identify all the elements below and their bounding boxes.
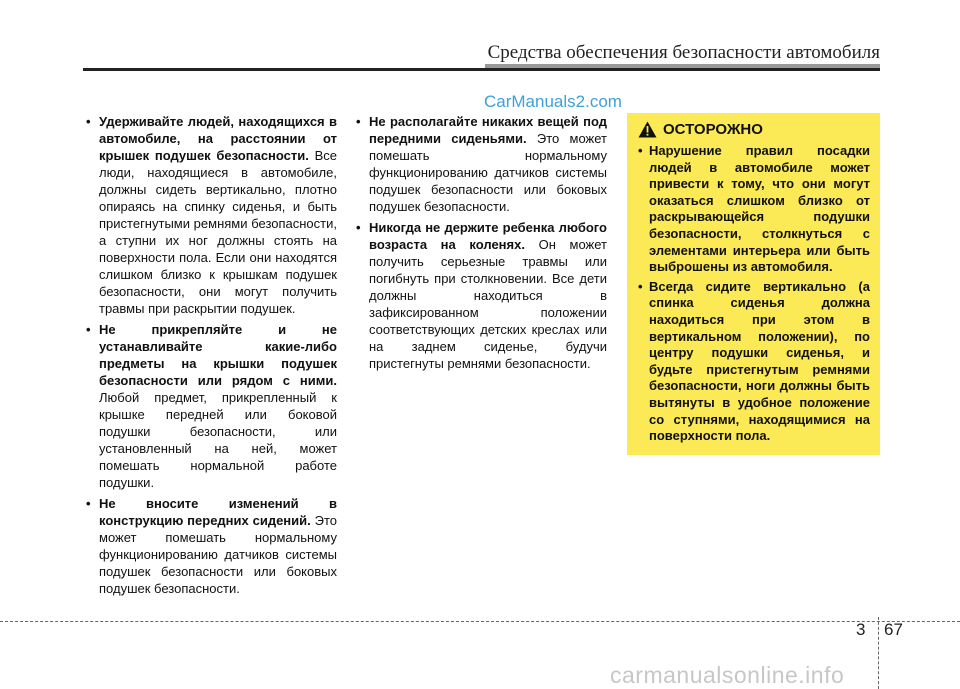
footer-divider (0, 621, 960, 622)
header-rule (83, 68, 880, 71)
warning-title: ОСТОРОЖНО (663, 121, 763, 138)
bullet-item (356, 219, 607, 372)
bullet-bold-text: Не прикрепляйте и не устанавливайте какие-либо предметы на крышки подушек безопасности или рядом с ними. (99, 322, 337, 388)
watermark-top: CarManuals2.com (484, 92, 622, 111)
bullet-item (86, 113, 337, 317)
middle-column (356, 113, 607, 376)
bullet-body-text: Все люди, находящиеся в автомобиле, должны сидеть вертикально, плотно опираясь на спинку сиденья, и быть пристегнутыми ремнями безопасности, а ступни их ног должны стоять на поверхности пола. Если они находятся слишком близко к крышкам подушек безопасности, они могут получить травмы при раскрытии подушек. (99, 148, 337, 316)
page-number: 67 (884, 620, 903, 639)
bullet-bold-text: Удерживайте людей, находящихся в автомобиле, на расстоянии от крышек подушек безопасности. (99, 114, 337, 163)
footer-vertical-divider (878, 617, 879, 689)
warning-triangle-icon (638, 121, 657, 138)
bullet-bold-text: Не располагайте никаких вещей под передними сиденьями. (369, 114, 607, 146)
warning-box (627, 113, 880, 455)
bullet-body-text: Это может помешать нормальному функционированию датчиков системы подушек безопасности или боковых подушек безопасности. (99, 513, 337, 596)
left-column (86, 113, 337, 601)
bullet-item (86, 495, 337, 597)
section-title: Средства обеспечения безопасности автомобиля (487, 42, 880, 63)
warning-header (638, 121, 870, 138)
bullet-item (356, 113, 607, 215)
watermark-bottom: carmanualsonline.info (610, 662, 845, 688)
bullet-body-text: Это может помешать нормальному функционированию датчиков системы подушек безопасности или боковых подушек безопасности. (369, 131, 608, 214)
bullet-body-text: Он может получить серьезные травмы или погибнуть при столкновении. Все дети должны находиться в зафиксированном положении соответствующих детских креслах или на заднем сиденье, будучи пристегнуты ремнями безопасности. (369, 237, 607, 371)
bullet-bold-text: Никогда не держите ребенка любого возраста на коленях. (369, 220, 607, 252)
chapter-number: 3 (856, 620, 866, 639)
warning-item: • Всегда сидите вертикально (а спинка сиденья должна находиться при этом в вертикальном положении), по центру подушки сиденья, и будьте пристегнутым ремнями безопасности, ноги должны быть вытянуты в удобное положение со ступнями, находящимися на поверхности пола. (638, 279, 870, 445)
bullet-bold-text: Не вносите изменений в конструкцию передних сидений. (99, 496, 337, 528)
bullet-body-text: Любой предмет, прикрепленный к крышке передней или боковой подушки безопасности, или установленный на ней, может помешать нормальной работе подушки. (99, 390, 337, 490)
warning-item: • Нарушение правил посадки людей в автомобиле может привести к тому, что они могут оказаться слишком близко от раскрывающейся подушки безопасности, столкнуться с элементами интерьера или быть выброшены из автомобиля. (638, 143, 870, 276)
bullet-item (86, 321, 337, 491)
